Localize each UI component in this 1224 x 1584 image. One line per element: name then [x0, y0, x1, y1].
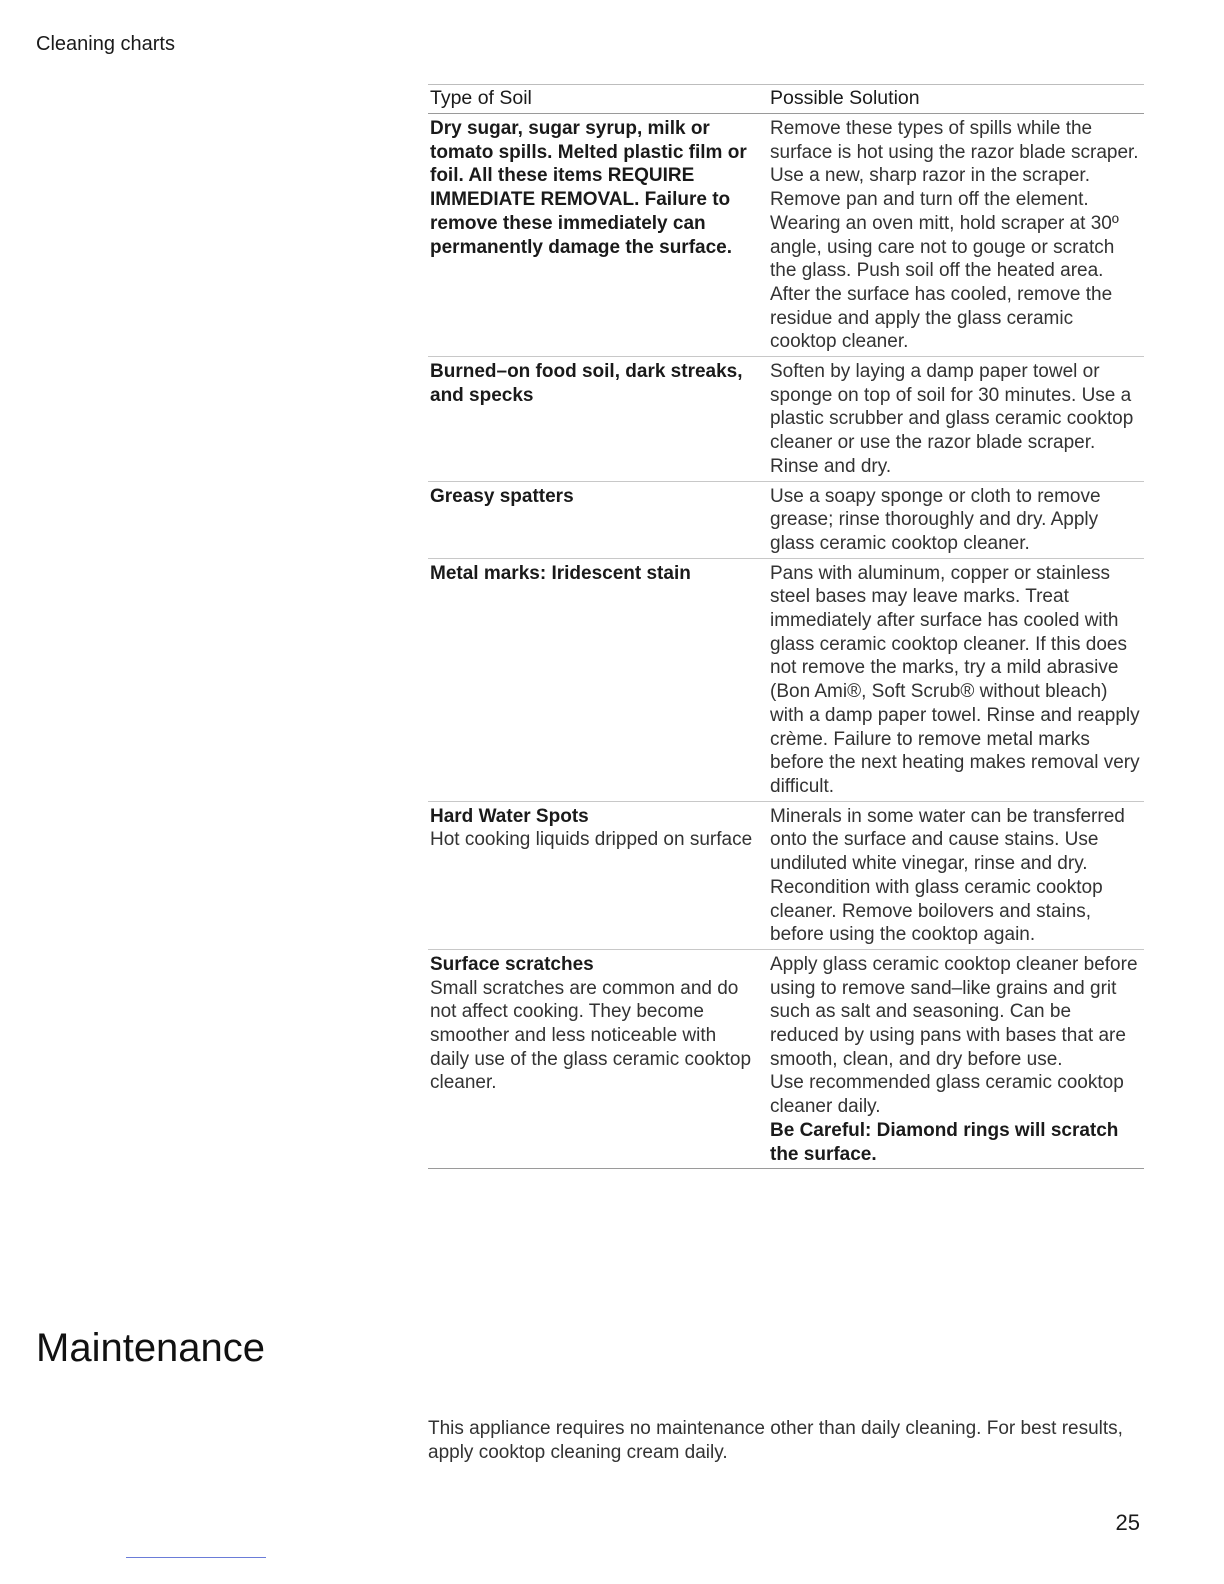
table-row — [428, 558, 1144, 801]
solution-paragraph: Soften by laying a damp paper towel or sponge on top of soil for 30 minutes. Use a plastic scrubber and glass ceramic cooktop cleaner or use the razor blade scraper. Rinse and dry. — [770, 361, 1134, 477]
solution-paragraph: Pans with aluminum, copper or stainless steel bases may leave marks. Treat immediately after surface has cooled with glass ceramic cooktop cleaner. If this does not remove the marks, try a mild abrasive (Bon Ami®, Soft Scrub® without bleach) with a damp paper towel. Rinse and reapply crème. Failure to remove metal marks before the next heating makes removal very difficult. — [770, 562, 1140, 797]
maintenance-heading: Maintenance — [36, 1326, 266, 1370]
soil-cell — [428, 949, 768, 1168]
solution-cell — [768, 949, 1144, 1168]
table-row — [428, 801, 1144, 949]
solution-warning: Be Careful: Diamond rings will scratch the surface. — [770, 1119, 1119, 1165]
soil-title: Dry sugar, sugar syrup, milk or tomato spills. Melted plastic film or foil. All these items REQUIRE IMMEDIATE REMOVAL. Failure to remove these immediately can permanently damage the surface. — [430, 118, 747, 258]
soil-title: Greasy spatters — [430, 485, 574, 507]
solution-cell — [768, 114, 1144, 357]
soil-title: Metal marks: Iridescent stain — [430, 562, 691, 584]
solution-paragraph: Use recommended glass ceramic cooktop cleaner daily. — [770, 1072, 1124, 1118]
soil-cell — [428, 357, 768, 482]
soil-cell — [428, 801, 768, 949]
solution-cell — [768, 801, 1144, 949]
solution-cell — [768, 481, 1144, 558]
soil-title: Hard Water Spots — [430, 805, 589, 827]
soil-title: Burned–on food soil, dark streaks, and specks — [430, 361, 743, 406]
soil-cell — [428, 481, 768, 558]
solution-cell — [768, 357, 1144, 482]
solution-paragraph: Apply glass ceramic cooktop cleaner before using to remove sand–like grains and grit such as salt and seasoning. Can be reduced by using pans with bases that are smooth, clean, and dry before use. — [770, 953, 1138, 1070]
table-row — [428, 114, 1144, 357]
table-row — [428, 481, 1144, 558]
footer-rule — [126, 1557, 266, 1558]
soil-description: Small scratches are common and do not affect cooking. They become smoother and less noticeable with daily use of the glass ceramic cooktop cleaner. — [430, 977, 752, 1094]
soil-description: Hot cooking liquids dripped on surface — [430, 829, 753, 851]
soil-cell — [428, 558, 768, 801]
solution-paragraph: Remove pan and turn off the element. Wearing an oven mitt, hold scraper at 30º angle, using care not to gouge or scratch the glass. Push soil off the heated area. — [770, 189, 1119, 282]
solution-cell — [768, 558, 1144, 801]
solution-paragraph: Minerals in some water can be transferred onto the surface and cause stains. Use undiluted white vinegar, rinse and dry. Recondition with glass ceramic cooktop cleaner. Remove boilovers and stains, before using the cooktop again. — [770, 805, 1125, 946]
column-header-soil: Type of Soil — [428, 85, 768, 114]
page-number: 25 — [1115, 1510, 1140, 1535]
table-row — [428, 357, 1144, 482]
page-header: Cleaning charts — [36, 33, 175, 55]
soil-title: Surface scratches — [430, 953, 594, 975]
column-header-solution: Possible Solution — [768, 85, 1144, 114]
solution-paragraph: Use a soapy sponge or cloth to remove grease; rinse thoroughly and dry. Apply glass ceramic cooktop cleaner. — [770, 485, 1101, 554]
solution-paragraph: Remove these types of spills while the surface is hot using the razor blade scraper. Use a new, sharp razor in the scraper. — [770, 118, 1139, 187]
soil-cell — [428, 114, 768, 357]
solution-paragraph: After the surface has cooled, remove the residue and apply the glass ceramic cooktop cleaner. — [770, 283, 1113, 353]
table-header-row — [428, 85, 1144, 114]
table-row — [428, 949, 1144, 1168]
maintenance-body: This appliance requires no maintenance other than daily cleaning. For best results, apply cooktop cleaning cream daily. — [428, 1418, 1123, 1463]
cleaning-chart-table — [428, 84, 1144, 1169]
